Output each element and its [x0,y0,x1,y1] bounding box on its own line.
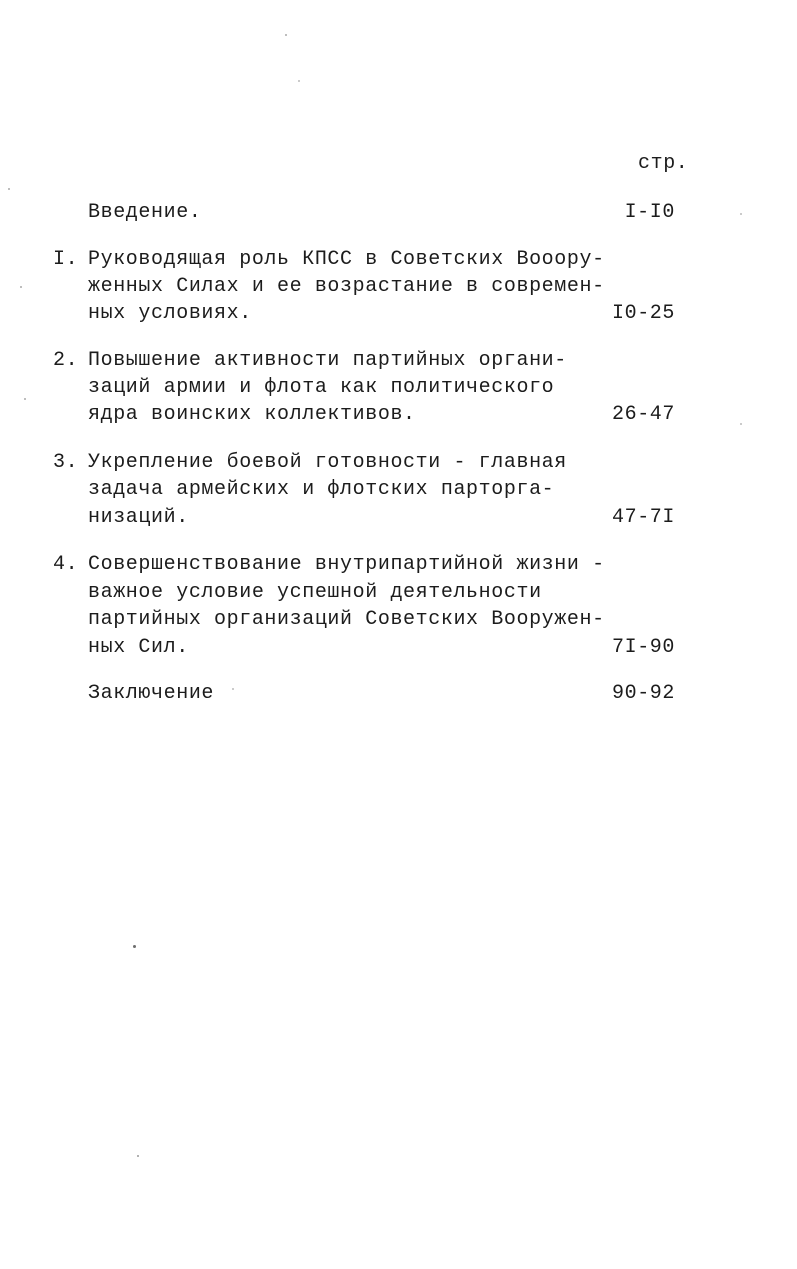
toc-chapter-2-pages: 26-47 [611,403,675,426]
toc-chapter-4-line-3: партийных организаций Советских Вооружен- [88,608,605,631]
page-column-header: стр. [638,152,689,175]
scan-speck [232,688,234,690]
toc-chapter-3-line-2: задача армейских и флотских парторга- [88,478,555,501]
scan-speck [137,1155,139,1157]
scan-speck [740,423,742,425]
scan-speck [285,34,287,36]
scan-speck [20,286,22,288]
scan-speck [133,945,136,948]
toc-chapter-1-line-3: ных условиях. [88,302,252,325]
toc-chapter-1-number: I. [53,248,79,271]
toc-chapter-4-line-1: Совершенствование внутрипартийной жизни - [88,553,605,576]
toc-chapter-4-line-4: ных Сил. [88,636,189,659]
toc-chapter-3-line-1: Укрепление боевой готовности - главная [88,451,567,474]
scan-speck [298,80,300,82]
toc-chapter-4-line-2: важное условие успешной деятельности [88,581,542,604]
toc-chapter-1-line-1: Руководящая роль КПСС в Советских Вооору- [88,248,605,271]
toc-entry-introduction-title: Введение. [88,201,202,224]
scan-speck [24,398,26,400]
toc-chapter-4-pages: 7I-90 [611,636,675,659]
toc-entry-introduction-pages: I-I0 [624,201,675,224]
toc-chapter-1-pages: I0-25 [611,302,675,325]
toc-chapter-2-line-2: заций армии и флота как политического [88,376,555,399]
toc-chapter-3-pages: 47-7I [611,506,675,529]
toc-entry-conclusion-pages: 90-92 [611,682,675,705]
toc-chapter-3-number: 3. [53,451,79,474]
scan-speck [8,188,10,190]
toc-chapter-2-line-1: Повышение активности партийных органи- [88,349,567,372]
toc-chapter-1-line-2: женных Силах и ее возрастание в современ- [88,275,605,298]
toc-chapter-2-line-3: ядра воинских коллективов. [88,403,416,426]
toc-chapter-3-line-3: низаций. [88,506,189,529]
scan-speck [740,213,742,215]
toc-chapter-4-number: 4. [53,553,79,576]
toc-chapter-2-number: 2. [53,349,79,372]
toc-entry-conclusion-title: Заключение [88,682,215,705]
